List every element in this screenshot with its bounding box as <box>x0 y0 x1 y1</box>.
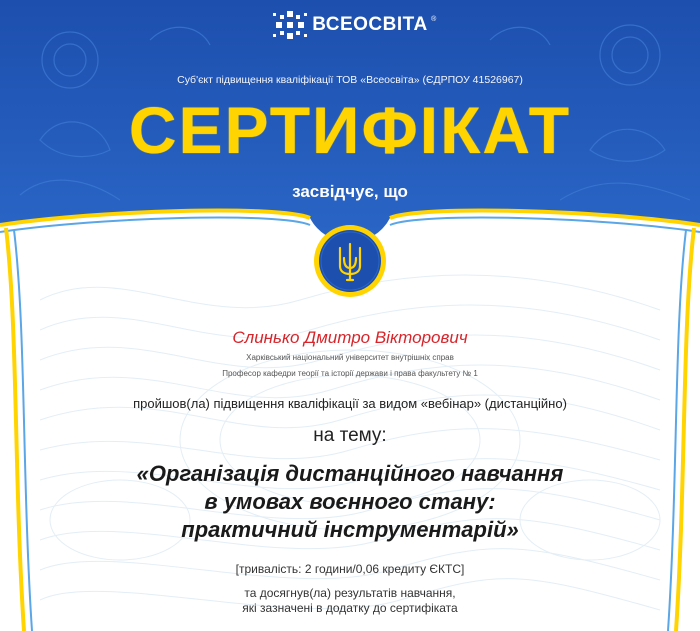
certificate-title: СЕРТИФІКАТ <box>128 93 572 167</box>
topic-line: в умовах воєнного стану: <box>204 489 496 514</box>
topic-line: «Організація дистанційного навчання <box>136 461 564 486</box>
subject-line: Суб'єкт підвищення кваліфікації ТОВ «Всеосвіта» (ЄДРПОУ 41526967) <box>177 74 523 86</box>
registered-mark: ® <box>431 16 437 23</box>
achieved-line: та досягнув(ла) результатів навчання, <box>244 586 456 600</box>
recipient-name: Слинько Дмитро Вікторович <box>232 328 468 347</box>
duration-text: [тривалість: 2 години/0,06 кредиту ЄКТС] <box>235 562 465 576</box>
achieved-results-text <box>0 586 700 616</box>
snowflake-ornament-icon <box>272 10 308 40</box>
trident-coat-of-arms-icon <box>313 224 387 298</box>
recipient-position: Професор кафедри теорії та історії держави і права факультету № 1 <box>222 369 478 378</box>
passed-training-text: пройшов(ла) підвищення кваліфікації за видом «вебінар» (дистанційно) <box>133 396 567 411</box>
certifies-text: засвідчує, що <box>292 182 408 201</box>
topic-label: на тему: <box>313 425 387 446</box>
recipient-organization: Харківський національний університет внутрішніх справ <box>246 353 454 362</box>
topic-line: практичний інструментарій» <box>181 517 519 542</box>
logo-text: ВСЕОСВІТА ® <box>312 14 437 35</box>
vseosvita-logo <box>0 10 700 40</box>
topic-title <box>0 460 700 544</box>
achieved-line: які зазначені в додатку до сертифіката <box>242 601 458 615</box>
